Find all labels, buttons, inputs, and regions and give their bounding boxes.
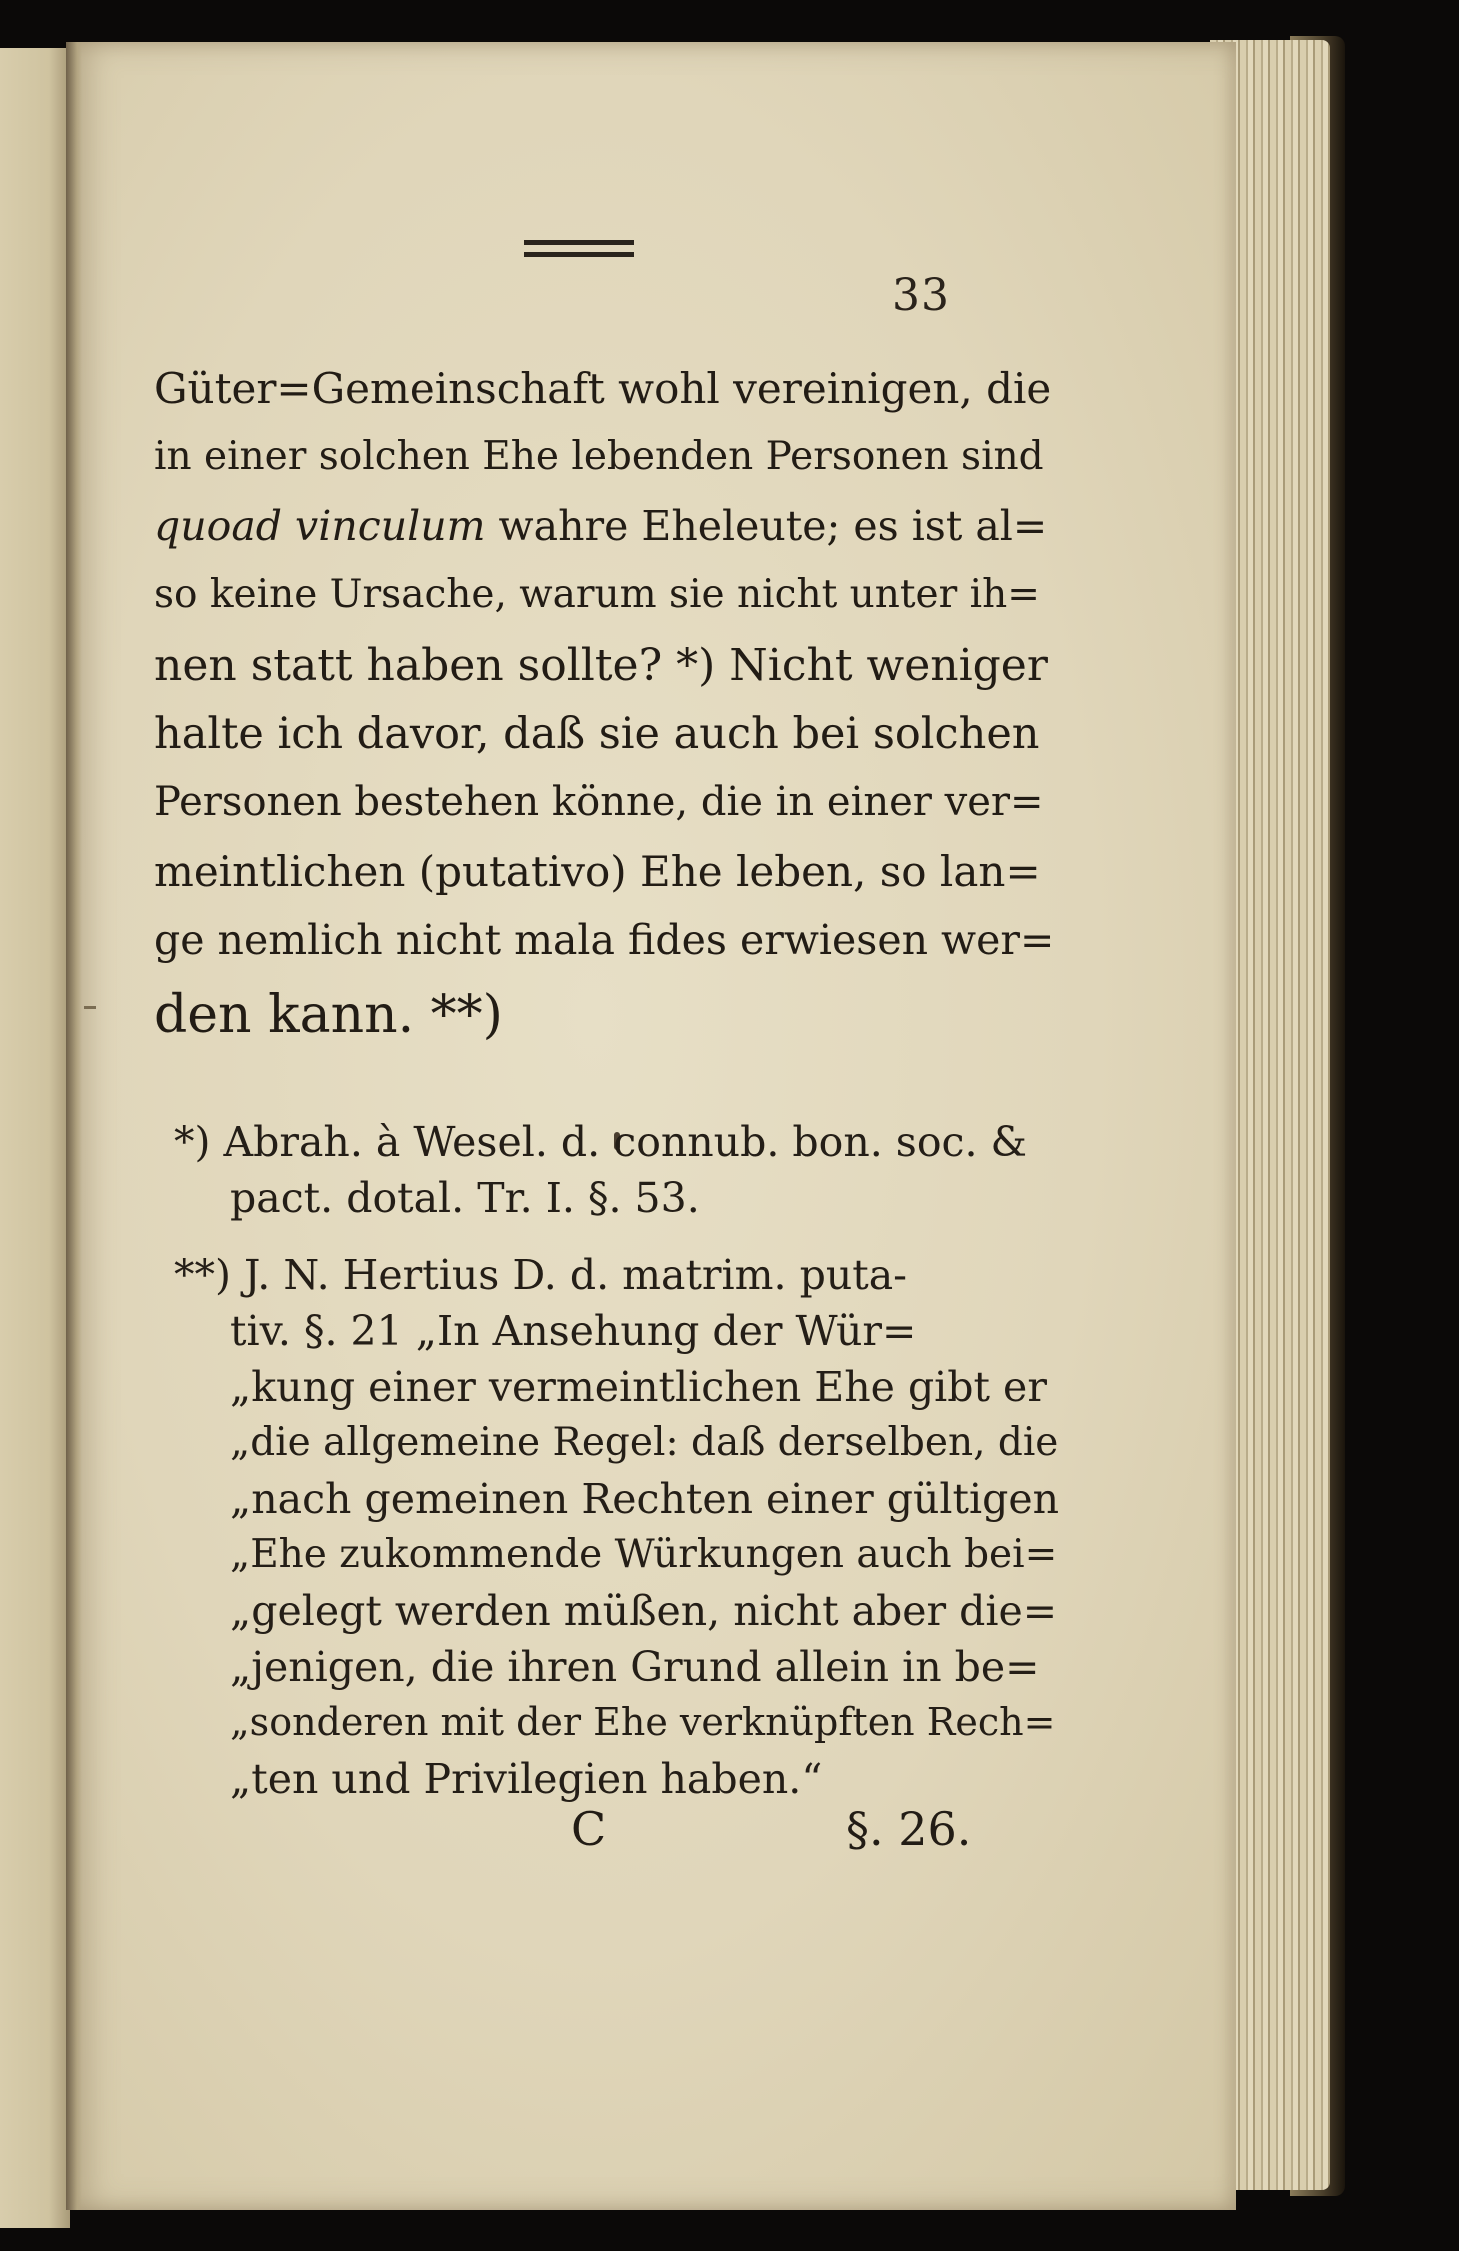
footnote-line: „ten und Privilegien haben.“ — [230, 1755, 823, 1803]
body-line: Personen bestehen könne, die in einer ver= — [154, 779, 1044, 825]
footnote-line: *) Abrah. à Wesel. d. connub. bon. soc. & — [174, 1118, 1028, 1166]
page-gutter — [66, 42, 82, 2210]
latin-phrase: quoad vinculum — [154, 502, 486, 550]
body-line: nen statt haben sollte? *) Nicht weniger — [154, 640, 1048, 691]
body-line: in einer solchen Ehe lebenden Personen sind — [154, 434, 1044, 479]
footnote-line: pact. dotal. Tr. I. §. 53. — [230, 1174, 700, 1222]
body-line: so keine Ursache, warum sie nicht unter ih= — [154, 572, 1040, 617]
body-line: meintlichen (putativo) Ehe leben, so lan= — [154, 847, 1041, 896]
footnote-line: „kung einer vermeintlichen Ehe gibt er — [230, 1363, 1047, 1411]
footnote-line: tiv. §. 21 „In Ansehung der Wür= — [230, 1307, 917, 1355]
footnote-line: „gelegt werden müßen, nicht aber die= — [230, 1587, 1058, 1635]
header-rule-top — [524, 240, 634, 245]
footnote-line: **) J. N. Hertius D. d. matrim. puta- — [174, 1251, 908, 1299]
body-line: Güter=Gemeinschaft wohl vereinigen, die — [154, 364, 1052, 413]
body-line: halte ich davor, daß sie auch bei solchen — [154, 709, 1040, 759]
footnote-line: „Ehe zukommende Würkungen auch bei= — [230, 1532, 1058, 1577]
margin-mark — [84, 1006, 96, 1009]
footnote-line: „nach gemeinen Rechten einer gültigen — [230, 1475, 1059, 1523]
body-line: ge nemlich nicht mala fides erwiesen wer= — [154, 916, 1055, 964]
facing-page-edge — [0, 48, 70, 2228]
footnote-line: „jenigen, die ihren Grund allein in be= — [230, 1643, 1040, 1691]
body-line-rest: wahre Eheleute; es ist al= — [485, 502, 1048, 550]
body-line — [154, 502, 1048, 550]
book-page — [66, 42, 1236, 2210]
page-number: 33 — [892, 270, 950, 321]
footnote-line: „sonderen mit der Ehe verknüpften Rech= — [230, 1700, 1056, 1744]
signature-mark: C — [571, 1802, 607, 1856]
header-rule-bottom — [524, 252, 634, 257]
catchword: §. 26. — [846, 1802, 972, 1856]
footnote-line: „die allgemeine Regel: daß derselben, die — [230, 1420, 1059, 1465]
body-line: den kann. **) — [154, 985, 503, 1045]
